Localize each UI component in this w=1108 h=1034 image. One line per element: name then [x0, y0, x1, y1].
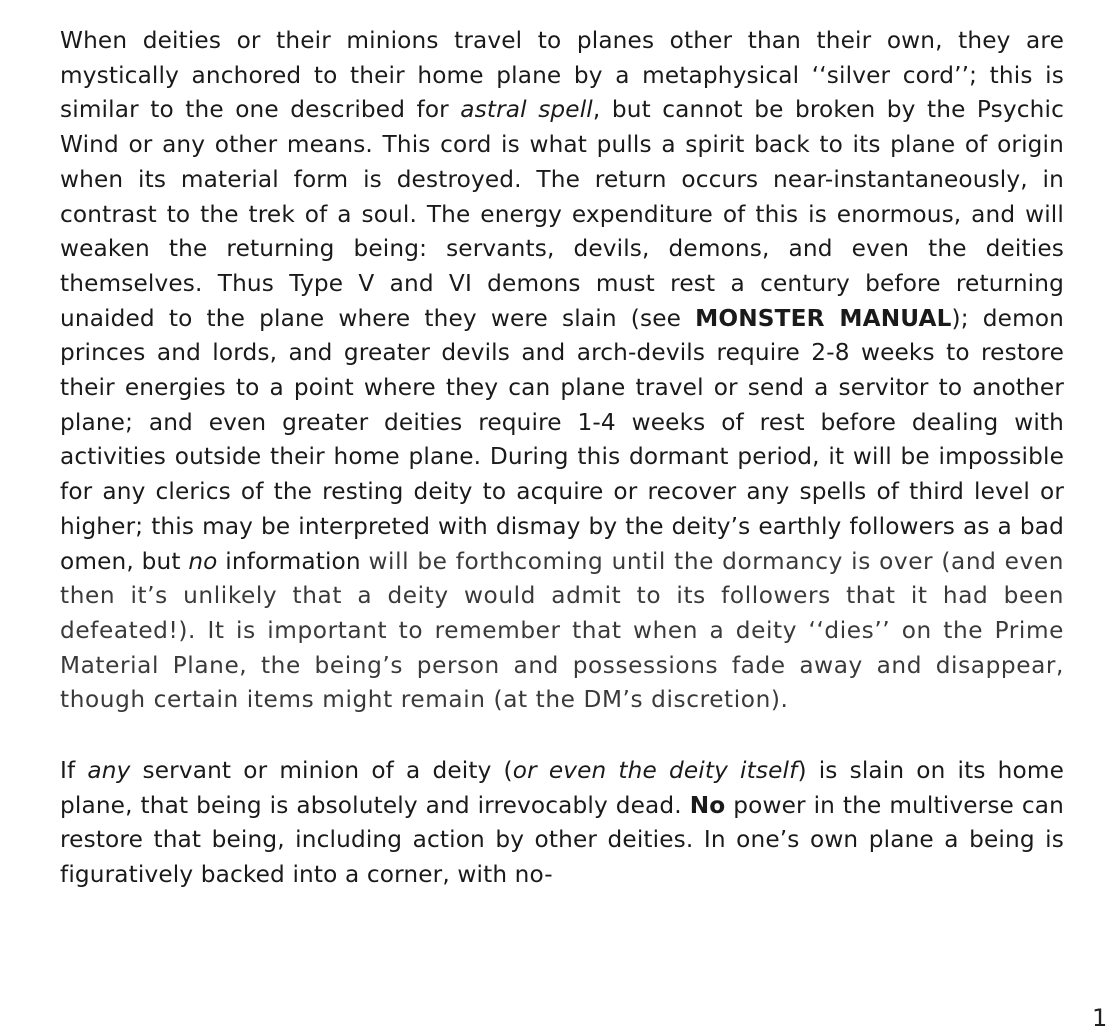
- italic-emphasis: no: [188, 547, 218, 575]
- page-content: [60, 24, 1064, 893]
- paragraph-spacer: [60, 718, 1064, 754]
- text-segment-light: will be forthcoming until the dormancy is over (and even then it’s unlikely that a deity would admit to its followers that it had been defeated!). It is important to remember that when a deity ‘‘dies’’ on the Prime Material Plane, the being’s person and possessions fade away and disappear, though certain items might remain (at the DM’s discretion).: [60, 547, 1064, 714]
- italic-emphasis: or even the deity itself: [512, 757, 798, 785]
- italic-term: astral spell: [460, 96, 593, 124]
- text-segment: , but cannot be broken by the Psychic Wind or any other means. This cord is what pulls a spirit back to its plane of origin when its material form is destroyed. The return occurs near-instantaneously, in contrast to the trek of a soul. The energy expenditure of this is enormous, and will weaken the returning being: servants, devils, demons, and even the deities themselves. Thus Type V and VI demons must rest a century before returning unaided to the plane where they were slain (see: [60, 96, 1064, 332]
- paragraph-home-plane-death: [60, 754, 1064, 893]
- text-segment: If: [60, 757, 88, 785]
- text-segment: ) is slain on its home plane, that being is absolutely and irrevocably dead.: [60, 757, 1065, 819]
- text-segment: ); demon princes and lords, and greater devils and arch-devils require 2-8 weeks to restore their energies to a point where they can plane travel or send a servitor to another plane; and even greater deities require 1-4 weeks of rest before dealing with activities outside their home plane. During this dormant period, it will be impossible for any clerics of the resting deity to acquire or recover any spells of third level or higher; this may be interpreted with dismay by the deity’s earthly followers as a bad omen, but: [60, 304, 1065, 575]
- text-segment: power in the multiverse can restore that being, including action by other deities. In one’s own plane a being is figuratively backed into a corner, with no-: [60, 791, 1064, 889]
- text-segment: information: [217, 547, 369, 575]
- paragraph-silver-cord: [60, 24, 1064, 718]
- bold-emphasis: No: [689, 791, 726, 819]
- bold-book-title: MONSTER MANUAL: [695, 304, 952, 332]
- text-segment: When deities or their minions travel to planes other than their own, they are mystically anchored to their home plane by a metaphysical ‘‘silver cord’’; this is similar to the one described for: [60, 27, 1064, 124]
- text-segment: servant or minion of a deity (: [130, 757, 513, 785]
- italic-emphasis: any: [87, 757, 131, 785]
- page-number: 1: [1092, 1004, 1108, 1032]
